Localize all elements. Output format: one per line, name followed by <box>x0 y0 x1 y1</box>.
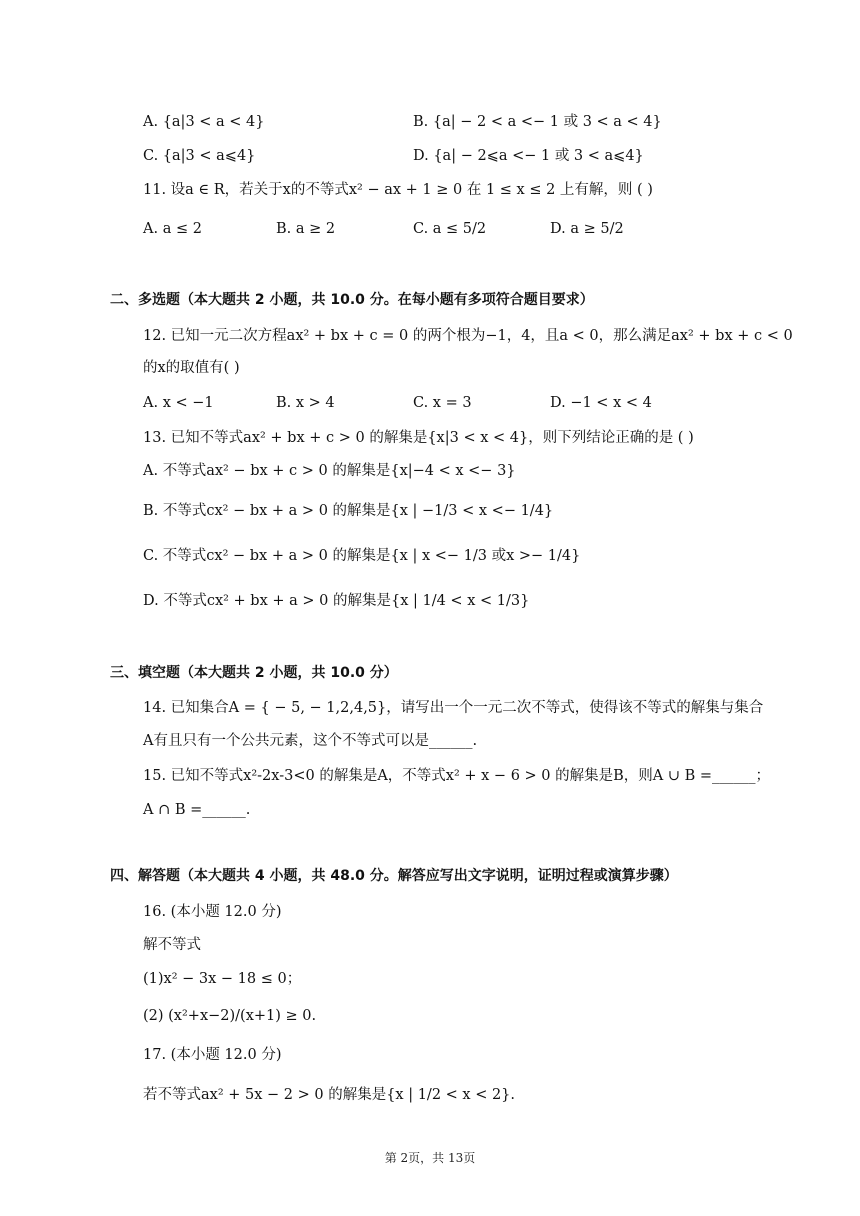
q14-line1: 14. 已知集合A = { − 5, − 1,2,4,5}，请写出一个一元二次不等式，使得该不等式的解集与集合 <box>143 700 764 716</box>
q12-option-b: B. x > 4 <box>276 395 335 411</box>
q16-part2: (2) (x²+x−2)/(x+1) ≥ 0. <box>143 1008 317 1024</box>
q10-option-d: D. {a| − 2⩽a <− 1 或 3 < a⩽4} <box>413 148 644 164</box>
q11-option-d: D. a ≥ 5/2 <box>550 221 624 237</box>
q16-part1: (1)x² − 3x − 18 ≤ 0； <box>143 971 302 987</box>
section-3-heading: 三、填空题（本大题共 2 小题，共 10.0 分） <box>110 665 398 681</box>
q15-line1: 15. 已知不等式x²-2x-3<0 的解集是A，不等式x² + x − 6 > 0 的解集是B，则A ∪ B =______； <box>143 768 771 784</box>
q12-stem-line1: 12. 已知一元二次方程ax² + bx + c = 0 的两个根为−1，4，且a < 0，那么满足ax² + bx + c < 0 <box>143 328 793 344</box>
q12-option-d: D. −1 < x < 4 <box>550 395 652 411</box>
q17-header: 17. (本小题 12.0 分) <box>143 1047 282 1063</box>
section-2-heading: 二、多选题（本大题共 2 小题，共 10.0 分。在每小题有多项符合题目要求） <box>110 292 594 308</box>
q11-option-b: B. a ≥ 2 <box>276 221 336 237</box>
q10-option-a: A. {a|3 < a < 4} <box>143 114 265 130</box>
q13-option-d: D. 不等式cx² + bx + a > 0 的解集是{x | 1/4 < x < 1/3} <box>143 593 530 609</box>
q16-header: 16. (本小题 12.0 分) <box>143 904 282 920</box>
q15-line2: A ∩ B =______. <box>143 802 251 818</box>
q11-stem: 11. 设a ∈ R，若关于x的不等式x² − ax + 1 ≥ 0 在 1 ≤ x ≤ 2 上有解，则 ( ) <box>143 182 653 198</box>
page-number: 第 2页，共 13页 <box>384 1151 476 1165</box>
section-4-heading: 四、解答题（本大题共 4 小题，共 48.0 分。解答应写出文字说明，证明过程或演算步骤） <box>110 868 678 884</box>
q11-option-a: A. a ≤ 2 <box>143 221 202 237</box>
q13-option-c: C. 不等式cx² − bx + a > 0 的解集是{x | x <− 1/3 或x >− 1/4} <box>143 548 581 564</box>
q16-intro: 解不等式 <box>143 937 201 953</box>
q13-stem: 13. 已知不等式ax² + bx + c > 0 的解集是{x|3 < x < 4}，则下列结论正确的是 ( ) <box>143 430 694 446</box>
q17-stem: 若不等式ax² + 5x − 2 > 0 的解集是{x | 1/2 < x < 2}. <box>143 1087 516 1103</box>
q11-option-c: C. a ≤ 5/2 <box>413 221 487 237</box>
q12-option-c: C. x = 3 <box>413 395 472 411</box>
q13-option-a: A. 不等式ax² − bx + c > 0 的解集是{x|−4 < x <− 3} <box>143 463 516 479</box>
q13-option-b: B. 不等式cx² − bx + a > 0 的解集是{x | −1/3 < x <− 1/4} <box>143 503 554 519</box>
q10-option-b: B. {a| − 2 < a <− 1 或 3 < a < 4} <box>413 114 662 130</box>
q14-line2: A有且只有一个公共元素，这个不等式可以是______. <box>143 733 478 749</box>
q12-stem-line2: 的x的取值有( ) <box>143 360 240 376</box>
q12-option-a: A. x < −1 <box>143 395 214 411</box>
q10-option-c: C. {a|3 < a⩽4} <box>143 148 256 164</box>
